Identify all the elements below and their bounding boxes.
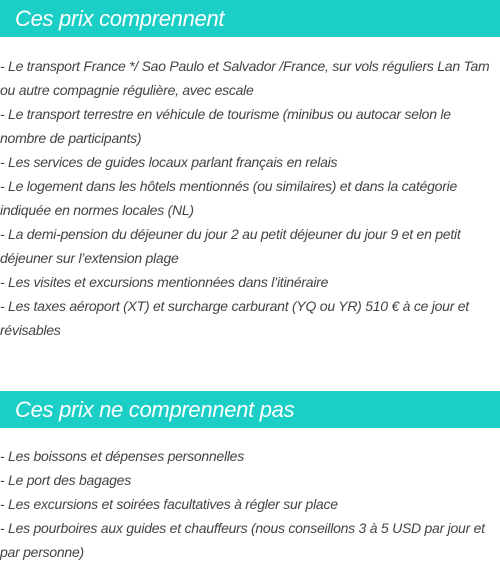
- not-included-section-title: Ces prix ne comprennent pas: [15, 396, 295, 422]
- list-item: - Les services de guides locaux parlant français en relais: [0, 154, 338, 170]
- list-item: - Le transport terrestre en véhicule de tourisme (minibus ou autocar selon le nombre de participants): [0, 106, 451, 146]
- list-item: - Les boissons et dépenses personnelles: [0, 448, 244, 464]
- list-item: - Les visites et excursions mentionnées dans l’itinéraire: [0, 274, 329, 290]
- list-item: - Le logement dans les hôtels mentionnés (ou similaires) et dans la catégorie indiquée en normes locales (NL): [0, 178, 458, 218]
- list-item: - Les taxes aéroport (XT) et surcharge carburant (YQ ou YR) 510 € à ce jour et révisables: [0, 298, 469, 338]
- not-included-list: [0, 444, 500, 564]
- included-section-title: Ces prix comprennent: [15, 5, 225, 31]
- list-item: - Le port des bagages: [0, 472, 131, 488]
- list-item: - Les pourboires aux guides et chauffeurs (nous conseillons 3 à 5 USD par jour et par personne): [0, 520, 485, 560]
- not-included-section-header: [0, 391, 500, 428]
- list-item: - Le transport France */ Sao Paulo et Salvador /France, sur vols réguliers Lan Tam ou autre compagnie régulière, avec escale: [0, 58, 490, 98]
- list-item: - La demi-pension du déjeuner du jour 2 au petit déjeuner du jour 9 et en petit déjeuner sur l’extension plage: [0, 226, 461, 266]
- included-list: [0, 54, 500, 342]
- included-section-header: [0, 0, 500, 37]
- list-item: - Les excursions et soirées facultatives à régler sur place: [0, 496, 338, 512]
